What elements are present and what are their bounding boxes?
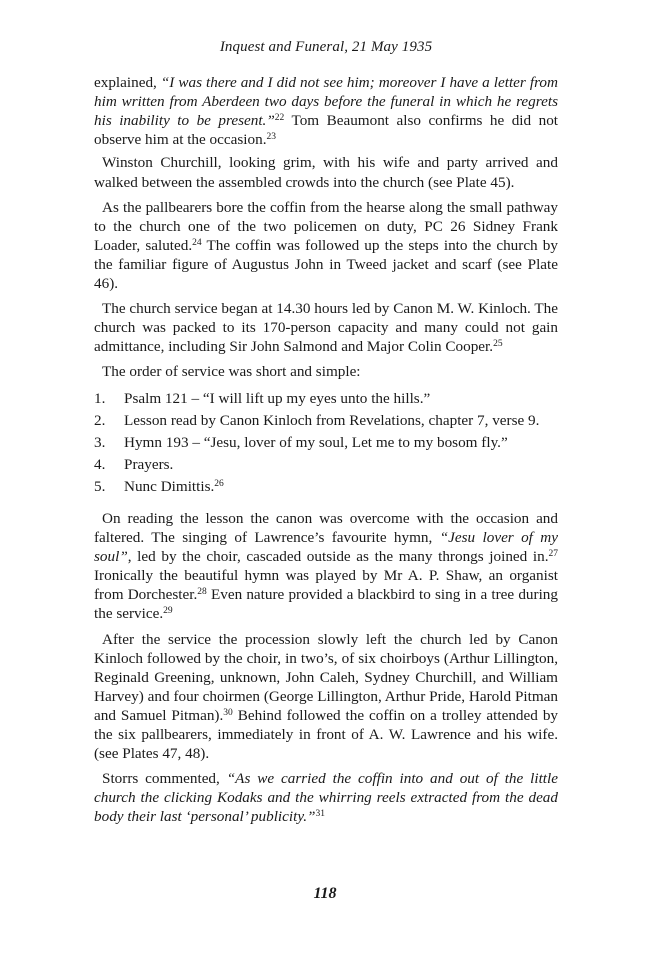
- page-number: 118: [313, 885, 337, 902]
- paragraph-storrs: [94, 769, 558, 826]
- paragraph-churchill: [94, 153, 558, 191]
- text: The coffin was followed up the steps into the church by the familiar figure of Augustus John in Tweed jacket and scarf (see Plate 46).: [94, 236, 558, 293]
- text: On reading the lesson the canon was overcome with the occasion and faltered. The singing of Lawrence’s favourite hymn,: [94, 509, 558, 547]
- quotation: “As we carried the coffin into and out of the little church the clicking Kodaks and the whirring reels extracted from the dead body their last ‘personal’ publicity.”: [94, 770, 558, 826]
- paragraph-service-began: [94, 299, 558, 356]
- text: After the service the procession slowly left the church led by Canon Kinloch followed by the choir, in two’s, of six choirboys (Arthur Lillington, Reginald Greening, unknown, John Caleh, Sydney Churchill, and William Harvey) and four choirmen (George Lillington, Arthur Pride, Harold Pitman and Samuel Pitman).: [94, 630, 558, 724]
- footnote-ref: 31: [315, 809, 325, 820]
- list-number: 2.: [94, 411, 106, 429]
- list-number: 5.: [94, 477, 106, 495]
- footnote-ref: 26: [214, 478, 224, 489]
- footnote-ref: 23: [266, 132, 276, 143]
- footnote-ref: 24: [192, 237, 202, 248]
- text: The order of service was short and simple:: [102, 363, 361, 381]
- service-list-item: [94, 389, 558, 408]
- text: explained,: [94, 74, 161, 92]
- paragraph-lesson: [94, 509, 558, 624]
- text: Storrs commented,: [102, 770, 227, 788]
- paragraph-procession: [94, 630, 558, 764]
- quotation: “I was there and I did not see him; moreover I have a letter from him written from Aberdeen two days before the funeral in which he regrets his inability to be present.”: [94, 74, 558, 130]
- quotation: “Jesu lover of my soul”: [94, 529, 558, 566]
- list-text: Nunc Dimittis.: [124, 477, 215, 495]
- service-list-item: [94, 411, 558, 430]
- service-list-item: [94, 477, 558, 496]
- list-text: Psalm 121 – “I will lift up my eyes unto the hills.”: [124, 389, 431, 407]
- list-text: Prayers.: [124, 455, 174, 473]
- list-number: 4.: [94, 455, 106, 473]
- footnote-ref: 29: [163, 606, 173, 617]
- text: Ironically the beautiful hymn was played by Mr A. P. Shaw, an organist from Dorchester.: [94, 567, 558, 604]
- text: As the pallbearers bore the coffin from the hearse along the small pathway to the church one of the two policemen on duty, PC 26 Sidney Frank Loader, saluted.: [94, 198, 558, 254]
- text: Even nature provided a blackbird to sing in a tree during the service.: [94, 586, 558, 623]
- running-head: Inquest and Funeral, 21 May 1935: [219, 39, 433, 55]
- paragraph-pallbearers: [94, 198, 558, 293]
- footnote-ref: 28: [197, 587, 207, 598]
- service-list-item: [94, 455, 558, 474]
- footnote-ref: 30: [223, 707, 233, 718]
- text: The church service began at 14.30 hours led by Canon M. W. Kinloch. The church was packed to its 170-person capacity and many could not gain admittance, including Sir John Salmond and Major Colin Cooper.: [94, 300, 558, 356]
- list-text: Hymn 193 – “Jesu, lover of my soul, Let me to my bosom fly.”: [124, 433, 508, 451]
- list-number: 3.: [94, 433, 106, 451]
- text: Tom Beaumont also confirms he did not observe him at the occasion.: [94, 112, 559, 149]
- text: Behind followed the coffin on a trolley attended by the six pallbearers, immediately in front of A. W. Lawrence and his wife. (see Plates 47, 48).: [94, 706, 559, 763]
- service-list: [94, 389, 558, 496]
- text: Winston Churchill, looking grim, with his wife and party arrived and walked between the assembled crowds into the church (see Plate 45).: [94, 154, 558, 191]
- service-list-item: [94, 433, 558, 452]
- list-number: 1.: [94, 389, 106, 407]
- paragraph-order-of-service: [94, 362, 558, 381]
- list-text: Lesson read by Canon Kinloch from Revelations, chapter 7, verse 9.: [124, 411, 540, 429]
- text: , led by the choir, cascaded outside as the many throngs joined in.: [127, 548, 549, 566]
- book-page: [94, 38, 558, 832]
- footnote-ref: 22: [274, 113, 285, 124]
- paragraph-explained: [94, 73, 558, 149]
- footnote-ref: 25: [493, 339, 503, 350]
- footnote-ref: 27: [548, 549, 558, 560]
